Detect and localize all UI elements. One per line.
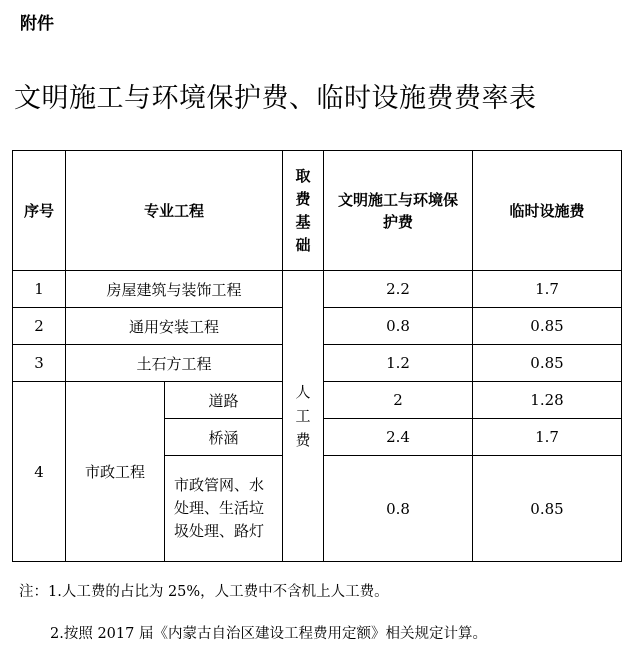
row3-civil: 1.2 — [324, 345, 473, 382]
row1-seq: 1 — [13, 271, 66, 308]
row4-sub3-name: 市政管网、水处理、生活垃圾处理、路灯 — [165, 456, 283, 562]
header-civil — [324, 151, 473, 271]
row4-sub1-temp: 1.28 — [473, 382, 622, 419]
row2-name: 通用安装工程 — [66, 308, 283, 345]
row1-temp: 1.7 — [473, 271, 622, 308]
row4-sub1-civil: 2 — [324, 382, 473, 419]
row4-sub3-temp: 0.85 — [473, 456, 622, 562]
header-temp: 临时设施费 — [473, 151, 622, 271]
page-title: 文明施工与环境保护费、临时设施费费率表 — [14, 83, 537, 114]
row4-sub2-temp: 1.7 — [473, 419, 622, 456]
row3-temp: 0.85 — [473, 345, 622, 382]
row1-name: 房屋建筑与装饰工程 — [66, 271, 283, 308]
fee-rate-table — [12, 150, 622, 562]
row3-name: 土石方工程 — [66, 345, 283, 382]
header-basis — [283, 151, 324, 271]
note-1: 注：1.人工费的占比为 25%，人工费中不含机上人工费。 — [19, 584, 389, 600]
row2-seq: 2 — [13, 308, 66, 345]
row4-sub2-name: 桥涵 — [165, 419, 283, 456]
row2-civil: 0.8 — [324, 308, 473, 345]
row3-seq: 3 — [13, 345, 66, 382]
row4-seq: 4 — [13, 382, 66, 562]
header-seq: 序号 — [13, 151, 66, 271]
basis-value: 人工费 — [295, 383, 311, 449]
row4-sub3-civil: 0.8 — [324, 456, 473, 562]
row4-sub2-civil: 2.4 — [324, 419, 473, 456]
table-header-row — [13, 151, 622, 271]
row4-name: 市政工程 — [66, 382, 165, 562]
row4-sub1-name: 道路 — [165, 382, 283, 419]
header-basis-text: 取费基础 — [295, 166, 311, 254]
attachment-label: 附件 — [20, 14, 54, 34]
table-row — [13, 271, 622, 308]
header-specialty: 专业工程 — [66, 151, 283, 271]
note-2: 2.按照 2017 届《内蒙古自治区建设工程费用定额》相关规定计算。 — [50, 626, 487, 642]
header-civil-text: 文明施工与环境保护费 — [338, 190, 459, 231]
basis-cell — [283, 271, 324, 562]
row1-civil: 2.2 — [324, 271, 473, 308]
row2-temp: 0.85 — [473, 308, 622, 345]
